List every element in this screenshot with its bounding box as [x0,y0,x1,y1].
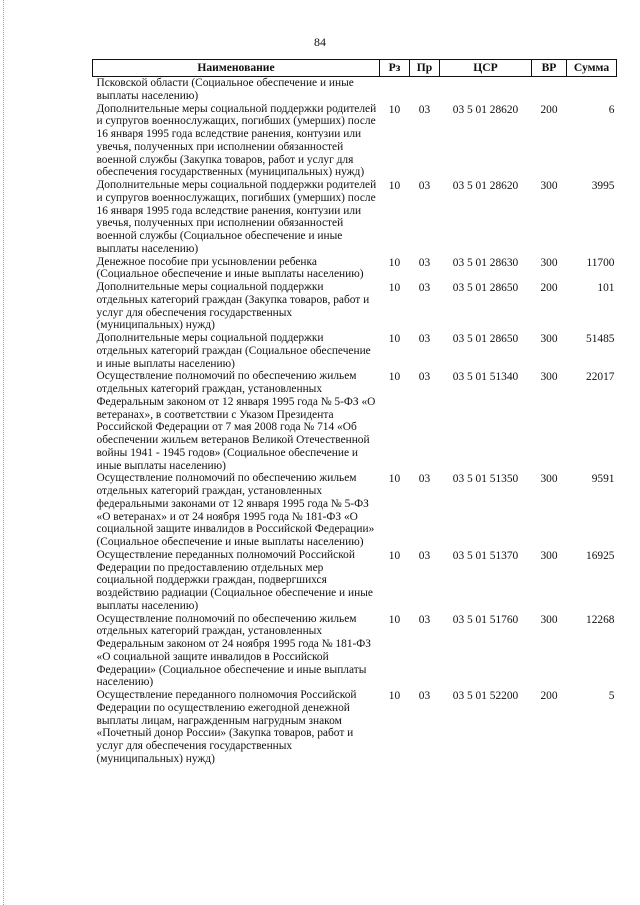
table-row [93,689,617,766]
row-rz: 10 [388,473,401,486]
row-name: Осуществление полномочий по обеспечению жильем отдельных категорий граждан, установленных Федеральным законом от 24 ноября 1995 года № 181-ФЗ «О социальной защите инвалидов в Российской Федерации» (Социальное обеспечение и иные выплаты населению) [96,612,372,689]
row-csr: 03 5 01 51370 [452,549,519,562]
row-sum: 5 [608,690,615,702]
header-name: Наименование [93,60,380,77]
row-rz: 10 [388,613,401,626]
row-vr: 200 [540,103,558,116]
row-rz [380,77,410,103]
row-rz: 10 [388,282,401,294]
row-pr: 03 [418,549,431,562]
table-row [93,332,617,370]
row-sum: 9591 [591,473,615,486]
header-csr: ЦСР [440,60,532,77]
row-name: Осуществление полномочий по обеспечению жильем отдельных категорий граждан, установленных Федеральным законом от 12 января 1995 года № 5-ФЗ «О ветеранах», в соответствии с Указом Президента Российской Федерации от 7 мая 2008 года № 714 «Об обеспечении жильем ветеранов Великой Отечественной войны 1941 - 1945 годов» (Социальное обеспечение и иные выплаты населению) [96,370,376,472]
row-sum: 22017 [586,371,615,384]
table-row [93,179,617,256]
row-name: Осуществление переданных полномочий Российской Федерации по предоставлению отдельных мер социальной поддержки граждан, подвергшихся воздействию радиации (Социальное обеспечение и иные выплаты населению) [96,548,373,612]
row-csr: 03 5 01 28620 [452,180,519,192]
row-sum: 6 [608,103,615,116]
row-sum: 3995 [591,180,615,192]
row-csr: 03 5 01 28620 [452,103,519,116]
row-sum: 16925 [586,549,615,562]
row-csr: 03 5 01 51350 [452,473,519,486]
table-row [93,256,617,282]
row-name: Денежное пособие при усыновлении ребенка (Социальное обеспечение и иные выплаты населению) [96,255,364,281]
row-rz: 10 [388,549,401,562]
header-rz: Рз [380,60,410,77]
row-rz: 10 [388,690,401,702]
row-name: Псковской области (Социальное обеспечение и иные выплаты населению) [96,77,354,102]
row-vr: 200 [540,282,558,294]
row-pr: 03 [418,333,431,345]
row-rz: 10 [388,371,401,384]
table-row [93,472,617,549]
row-sum: 101 [597,282,615,294]
row-vr: 200 [540,690,558,702]
row-pr: 03 [418,690,431,702]
table-row [93,549,617,613]
row-pr: 03 [418,256,431,269]
row-pr: 03 [418,473,431,486]
header-sum: Сумма [567,60,617,77]
table-row [93,613,617,690]
row-csr: 03 5 01 28630 [452,256,519,269]
row-rz: 10 [388,256,401,269]
row-pr: 03 [418,613,431,626]
row-vr: 300 [540,613,558,626]
budget-table [92,59,617,766]
row-name: Дополнительные меры социальной поддержки родителей и супругов военнослужащих, погибших (умерших) после 16 января 1995 года вследствие ранения, контузии или увечья, полученных при исполнении обязанностей военной службы (Закупка товаров, работ и услуг для обеспечения государственных (муниципальных) нужд) [96,102,377,179]
table-row [93,281,617,332]
row-name: Дополнительные меры социальной поддержки родителей и супругов военнослужащих, погибших (умерших) после 16 января 1995 года вследствие ранения, контузии или увечья, полученных при исполнении обязанностей военной службы (Социальное обеспечение и иные выплаты населению) [96,179,377,255]
scan-edge-line [3,0,5,905]
header-vr: ВР [532,60,567,77]
row-vr: 300 [540,549,558,562]
row-name: Осуществление полномочий по обеспечению жильем отдельных категорий граждан, установленных федеральными законами от 12 января 1995 года № 5-ФЗ «О ветеранах» и от 24 ноября 1995 года № 181-ФЗ «О социальной защите инвалидов в Российской Федерации» (Социальное обеспечение и иные выплаты населению) [96,472,375,548]
row-vr: 300 [540,333,558,345]
row-sum: 51485 [586,333,615,345]
row-csr: 03 5 01 51340 [452,371,519,384]
table-header [93,60,617,77]
page-number: 84 [314,35,326,49]
table-row [93,103,617,180]
row-pr [410,77,440,103]
table-header-row [93,60,617,77]
table-body [93,77,617,766]
row-name: Дополнительные меры социальной поддержки отдельных категорий граждан (Закупка товаров, работ и услуг для обеспечения государственных (муниципальных) нужд) [96,281,370,332]
row-pr: 03 [418,180,431,192]
row-csr: 03 5 01 51760 [452,613,519,626]
row-sum [567,77,617,103]
table-row [93,77,617,103]
row-csr [440,77,532,103]
row-pr: 03 [418,371,431,384]
row-vr: 300 [540,371,558,384]
row-csr: 03 5 01 28650 [452,282,519,294]
header-pr: Пр [410,60,440,77]
row-name: Осуществление переданного полномочия Российской Федерации по осуществлению ежегодной денежной выплаты лицам, награжденным нагрудным знаком «Почетный донор России» (Закупка товаров, работ и услуг для обеспечения государственных (муниципальных) нужд) [96,689,357,765]
row-rz: 10 [388,333,401,345]
row-rz: 10 [388,180,401,192]
row-csr: 03 5 01 52200 [452,690,519,702]
table-row [93,370,617,472]
row-csr: 03 5 01 28650 [452,333,519,345]
row-vr: 300 [540,180,558,192]
row-vr: 300 [540,473,558,486]
row-rz: 10 [388,103,401,116]
row-vr: 300 [540,256,558,269]
row-sum: 11700 [586,256,615,269]
row-sum: 12268 [586,613,615,626]
row-pr: 03 [418,103,431,116]
row-name: Дополнительные меры социальной поддержки отдельных категорий граждан (Социальное обеспечение и иные выплаты населению) [96,332,371,370]
row-vr [532,77,567,103]
row-pr: 03 [418,282,431,294]
